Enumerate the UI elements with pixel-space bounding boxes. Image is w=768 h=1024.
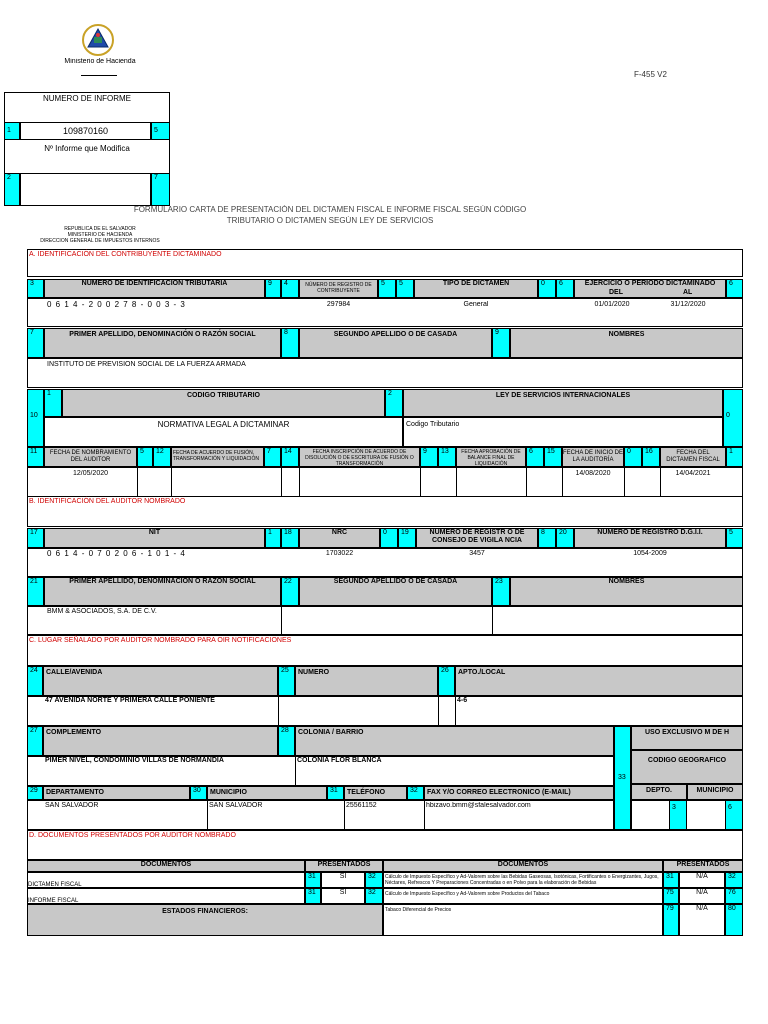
contributor-name-value[interactable]: INSTITUTO DE PREVISION SOCIAL DE LA FUERZA ARMADA xyxy=(47,361,246,368)
apto-header: APTO./LOCAL xyxy=(455,666,743,696)
f-inicio-header: FECHA DE INICIO DE LA AUDITORÍA xyxy=(562,447,624,467)
f-aprobacion-header: FECHA APROBACIÓN DE BALANCE FINAL DE LIQUIDACIÓN xyxy=(456,447,526,467)
field-number-31: 31 xyxy=(327,786,344,800)
field-number-19: 19 xyxy=(398,528,416,548)
section-a-title: A. IDENTIFICACIÓN DEL CONTRIBUYENTE DICTAMINADO xyxy=(29,251,222,258)
periodo-del-value[interactable]: 01/01/2020 xyxy=(594,301,630,308)
field-number-28: 28 xyxy=(278,726,295,756)
report-number-value[interactable]: 109870160 xyxy=(20,122,151,140)
field-number-1b: 1 xyxy=(726,447,743,467)
field-number-21: 21 xyxy=(27,577,44,606)
normativa-value[interactable]: Codigo Tributario xyxy=(403,417,723,447)
f-acuerdo-header: FECHA DE ACUERDO DE FUSIÓN, TRANSFORMACIÓN Y LIQUIDACIÓN xyxy=(171,447,264,467)
auditor-nit-header: NIT xyxy=(44,528,265,548)
departamento-value[interactable]: SAN SALVADOR xyxy=(45,802,99,809)
field-number-2: 2 xyxy=(4,173,20,206)
modifies-label: Nº Informe que Modifica xyxy=(44,145,130,153)
f-inscripcion-header: FECHA INSCRIPCIÓN DE ACUERDO DE DISOLUCIÓN O DE ESCRITURA DE FUSIÓN O TRANSFORMACIÓN xyxy=(299,447,420,467)
field-number-25: 25 xyxy=(278,666,295,696)
colonia-value[interactable]: COLONIA FLOR BLANCA xyxy=(297,757,382,764)
field-number-5d: 5 xyxy=(726,528,743,548)
nombres-header: NOMBRES xyxy=(510,328,743,358)
doc-num-left: 31 xyxy=(305,872,321,888)
field-number-9: 9 xyxy=(265,279,281,298)
field-number-0c: 0 xyxy=(624,447,642,467)
doc-label: DICTAMEN FISCAL xyxy=(28,882,82,888)
section-d-title: D. DOCUMENTOS PRESENTADOS POR AUDITOR NOMBRADO xyxy=(29,832,236,839)
pres-right-header: PRESENTADOS xyxy=(663,860,743,872)
apto-value[interactable]: 4-6 xyxy=(457,697,468,704)
periodo-al-value[interactable]: 31/12/2020 xyxy=(670,301,706,308)
auditor-name-divider-2 xyxy=(492,606,493,635)
field-number-5c: 5 xyxy=(137,447,153,467)
address-divider-3 xyxy=(455,696,456,726)
doc-label: INFORME FISCAL xyxy=(28,898,79,904)
uso-exclusivo-label: USO EXCLUSIVO M DE H xyxy=(631,726,743,750)
dates-divider-7 xyxy=(526,467,527,497)
doc-num-right: 80 xyxy=(725,904,743,936)
field-number-6c: 6 xyxy=(526,447,544,467)
doc-num-left: 79 xyxy=(663,904,679,936)
auditor-nombres-header: NOMBRES xyxy=(510,577,743,606)
location-divider-1 xyxy=(207,800,208,830)
field-number-30: 30 xyxy=(190,786,207,800)
section-c-title: C. LUGAR SEÑALADO POR AUDITOR NOMBRADO PARA OIR NOTIFICACIONES xyxy=(29,637,292,644)
f-nombramiento-header: FECHA DE NOMBRAMIENTO DEL AUDITOR xyxy=(44,447,137,467)
calle-header: CALLE/AVENIDA xyxy=(43,666,278,696)
field-number-4: 4 xyxy=(281,279,299,298)
field-number-0: 0 xyxy=(538,279,556,298)
modifies-value[interactable] xyxy=(20,173,151,206)
doc-row xyxy=(27,872,305,888)
field-number-24: 24 xyxy=(27,666,43,696)
field-number-3: 3 xyxy=(27,279,44,298)
doc-presented-value[interactable]: SI xyxy=(321,872,365,888)
field-number-33: 33 xyxy=(618,774,626,781)
contributor-nit-value[interactable]: 0 6 1 4 - 2 0 0 2 7 8 - 0 0 3 - 3 xyxy=(47,301,186,309)
dates-divider-6 xyxy=(456,467,457,497)
dgii-value[interactable]: 1054-2009 xyxy=(633,550,667,557)
doc-row: Tabaco Diferencial de Precios xyxy=(383,904,663,936)
issuer-block xyxy=(30,226,170,244)
telefono-value[interactable]: 25561152 xyxy=(346,802,377,809)
del-label: DEL xyxy=(609,289,623,296)
f-dictamen-value[interactable]: 14/04/2021 xyxy=(675,470,711,477)
codigo-tributario-option[interactable]: CODIGO TRIBUTARIO xyxy=(62,389,385,417)
field-number-26: 26 xyxy=(438,666,455,696)
address-divider-2 xyxy=(438,696,439,726)
field-number-5a: 5 xyxy=(378,279,396,298)
complemento-value[interactable]: PIMER NIVEL, CONDOMINIO VILLAS DE NORMANDIA xyxy=(45,757,224,764)
ley-servicios-option[interactable]: LEY DE SERVICIOS INTERNACIONALES xyxy=(403,389,723,417)
dates-divider-5 xyxy=(420,467,421,497)
dates-divider-2 xyxy=(171,467,172,497)
report-number-label: NÚMERO DE INFORME xyxy=(43,95,131,103)
auditor-apellido2-header: SEGUNDO APELLIDO O DE CASADA xyxy=(299,577,492,606)
municipio-code-header: MUNICIPIO xyxy=(687,784,743,800)
docs-right-header: DOCUMENTOS xyxy=(383,860,663,872)
field-number-18: 18 xyxy=(281,528,299,548)
doc-num-left: 75 xyxy=(663,888,679,904)
field-number-22: 22 xyxy=(281,577,299,606)
consejo-label-1: NÚMERO DE REGISTR O DE xyxy=(429,529,525,536)
normativa-label: NORMATIVA LEGAL A DICTAMINAR xyxy=(44,417,403,447)
location-divider-3 xyxy=(424,800,425,830)
consejo-value[interactable]: 3457 xyxy=(469,550,485,557)
field-number-12: 12 xyxy=(153,447,171,467)
field-number-6: 6 xyxy=(556,279,574,298)
coat-of-arms-seal xyxy=(79,23,117,57)
calle-value[interactable]: 47 AVENIDA NORTE Y PRIMERA CALLE PONIENTE xyxy=(45,697,215,704)
field-number-10: 10 xyxy=(27,389,44,447)
ejercicio-header xyxy=(574,279,726,298)
field-number-14: 14 xyxy=(281,447,299,467)
tipo-header: TIPO DE DICTAMEN xyxy=(414,279,538,298)
field-number-27: 27 xyxy=(27,726,43,756)
nrc-header: NÚMERO DE REGISTRO DE CONTRIBUYENTE xyxy=(299,279,378,298)
section-b-title: B. IDENTIFICACIÓN DEL AUDITOR NOMBRADO xyxy=(29,498,186,505)
telefono-header: TELÉFONO xyxy=(344,786,407,800)
dgii-header: NÚMERO DE REGISTRO D.G.I.I. xyxy=(574,528,726,548)
issuer-line-1: REPUBLICA DE EL SALVADOR xyxy=(64,226,136,232)
auditor-nrc-header: NRC xyxy=(299,528,380,548)
doc-num-right: 32 xyxy=(365,888,383,904)
field-number-9b: 9 xyxy=(492,328,510,358)
field-number-1a: 1 xyxy=(44,389,62,417)
auditor-name-value[interactable]: BMM & ASOCIADOS, S.A. DE C.V. xyxy=(47,608,157,615)
doc-presented-value[interactable]: N/A xyxy=(679,888,725,904)
consejo-header xyxy=(416,528,538,548)
f-dictamen-header: FECHA DEL DICTAMEN FISCAL xyxy=(660,447,726,467)
nit-header: NÚMERO DE IDENTIFICACIÓN TRIBUTARIA xyxy=(44,279,265,298)
colonia-header: COLONIA / BARRIO xyxy=(295,726,614,756)
field-number-17: 17 xyxy=(27,528,44,548)
ministry-underline xyxy=(81,75,117,76)
tipo-dictamen-value[interactable]: General xyxy=(463,301,489,308)
form-title-1: FORMULARIO CARTA DE PRESENTACIÓN DEL DICTAMEN FISCAL E INFORME FISCAL SEGÚN CÓDIGO xyxy=(133,205,527,214)
depto-code-header: DEPTO. xyxy=(631,784,687,800)
doc-presented-value[interactable]: N/A xyxy=(679,904,725,936)
field-number-7: 7 xyxy=(151,173,170,206)
contributor-nrc-value[interactable]: 297984 xyxy=(326,301,351,308)
municipio-value[interactable]: SAN SALVADOR xyxy=(209,802,263,809)
doc-row xyxy=(27,888,305,904)
doc-num-right: 32 xyxy=(365,872,383,888)
doc-num-left: 31 xyxy=(305,888,321,904)
issuer-line-2: MINISTERIO DE HACIENDA xyxy=(67,232,133,238)
doc-row: Cálculo de Impuesto Específico y Ad-Valorem sobre las Bebidas Gaseosas, Isotónicas, Fortificantes o Energizantes, Jugos, Néctares, Refrescos Y Preparaciones Concentradas o en Polvo para la elaboración de Bebidas xyxy=(383,872,663,888)
field-number-1: 1 xyxy=(4,122,20,140)
dates-divider-9 xyxy=(624,467,625,497)
apellido1-header: PRIMER APELLIDO, DENOMINACIÓN O RAZÓN SOCIAL xyxy=(44,328,281,358)
estados-financieros-label: ESTADOS FINANCIEROS: xyxy=(27,904,383,936)
auditor-apellido1-header: PRIMER APELLIDO, DENOMINACIÓN O RAZÓN SOCIAL xyxy=(44,577,281,606)
pres-left-header: PRESENTADOS xyxy=(305,860,383,872)
doc-num-left: 31 xyxy=(663,872,679,888)
apellido2-header: SEGUNDO APELLIDO O DE CASADA xyxy=(299,328,492,358)
location-divider-2 xyxy=(344,800,345,830)
auditor-nrc-value[interactable]: 1703022 xyxy=(325,550,354,557)
f-inicio-value[interactable]: 14/08/2020 xyxy=(575,470,611,477)
field-number-16: 16 xyxy=(642,447,660,467)
doc-num-right: 32 xyxy=(725,872,743,888)
form-title-2: TRIBUTARIO O DICTAMEN SEGÚN LEY DE SERVICIOS xyxy=(226,216,434,225)
auditor-nit-value[interactable]: 0 6 1 4 - 0 7 0 2 0 6 - 1 0 1 - 4 xyxy=(47,550,186,558)
field-number-23: 23 xyxy=(492,577,510,606)
codigo-geografico-label: CODIGO GEOGRAFICO xyxy=(631,750,743,784)
geo-depto-value: 3 xyxy=(669,800,687,830)
field-number-11: 11 xyxy=(27,447,44,467)
complemento-divider xyxy=(295,756,296,786)
docs-left-header: DOCUMENTOS xyxy=(27,860,305,872)
form-code: F-455 V2 xyxy=(634,71,667,79)
field-number-0d: 0 xyxy=(380,528,398,548)
ministry-label: Ministerio de Hacienda xyxy=(64,58,136,65)
dates-divider-1 xyxy=(137,467,138,497)
numero-header: NUMERO xyxy=(295,666,438,696)
field-number-0b: 0 xyxy=(723,389,743,447)
fax-header: FAX Y/O CORREO ELECTRONICO (E-MAIL) xyxy=(424,786,614,800)
field-number-15: 15 xyxy=(544,447,562,467)
field-number-5: 5 xyxy=(151,122,170,140)
complemento-header: COMPLEMENTO xyxy=(43,726,278,756)
ejercicio-label: EJERCICIO O PERIODO DICTAMINADO xyxy=(584,280,716,287)
field-number-13: 13 xyxy=(438,447,456,467)
al-label: AL xyxy=(683,289,693,296)
doc-num-right: 76 xyxy=(725,888,743,904)
issuer-line-3: DIRECCIÓN GENERAL DE IMPUESTOS INTERNOS xyxy=(40,238,160,244)
auditor-name-divider-1 xyxy=(281,606,282,635)
f-nombramiento-value[interactable]: 12/05/2020 xyxy=(72,470,109,477)
dates-divider-4 xyxy=(299,467,300,497)
consejo-label-2: CONSEJO DE VIGILA NCIA xyxy=(432,537,522,544)
field-number-5b: 5 xyxy=(396,279,414,298)
doc-presented-value[interactable]: SI xyxy=(321,888,365,904)
field-number-8: 8 xyxy=(281,328,299,358)
doc-row: Cálculo de Impuesto Específico y Ad-Valorem sobre Productos del Tabaco xyxy=(383,888,663,904)
field-number-1c: 1 xyxy=(265,528,281,548)
field-number-8b: 8 xyxy=(538,528,556,548)
field-number-7a: 7 xyxy=(27,328,44,358)
fax-value[interactable]: hbizavo.bmm@sfalesalvador.com xyxy=(426,802,531,809)
field-number-9c: 9 xyxy=(420,447,438,467)
field-number-2a: 2 xyxy=(385,389,403,417)
field-number-32: 32 xyxy=(407,786,424,800)
field-number-6b: 6 xyxy=(726,279,743,298)
field-number-7b: 7 xyxy=(264,447,281,467)
departamento-header: DEPARTAMENTO xyxy=(43,786,190,800)
dates-divider-3 xyxy=(281,467,282,497)
field-number-29: 29 xyxy=(27,786,43,800)
geo-muni-value: 6 xyxy=(725,800,743,830)
municipio-header: MUNICIPIO xyxy=(207,786,327,800)
doc-presented-value[interactable]: N/A xyxy=(679,872,725,888)
address-divider-1 xyxy=(278,696,279,726)
field-number-20: 20 xyxy=(556,528,574,548)
